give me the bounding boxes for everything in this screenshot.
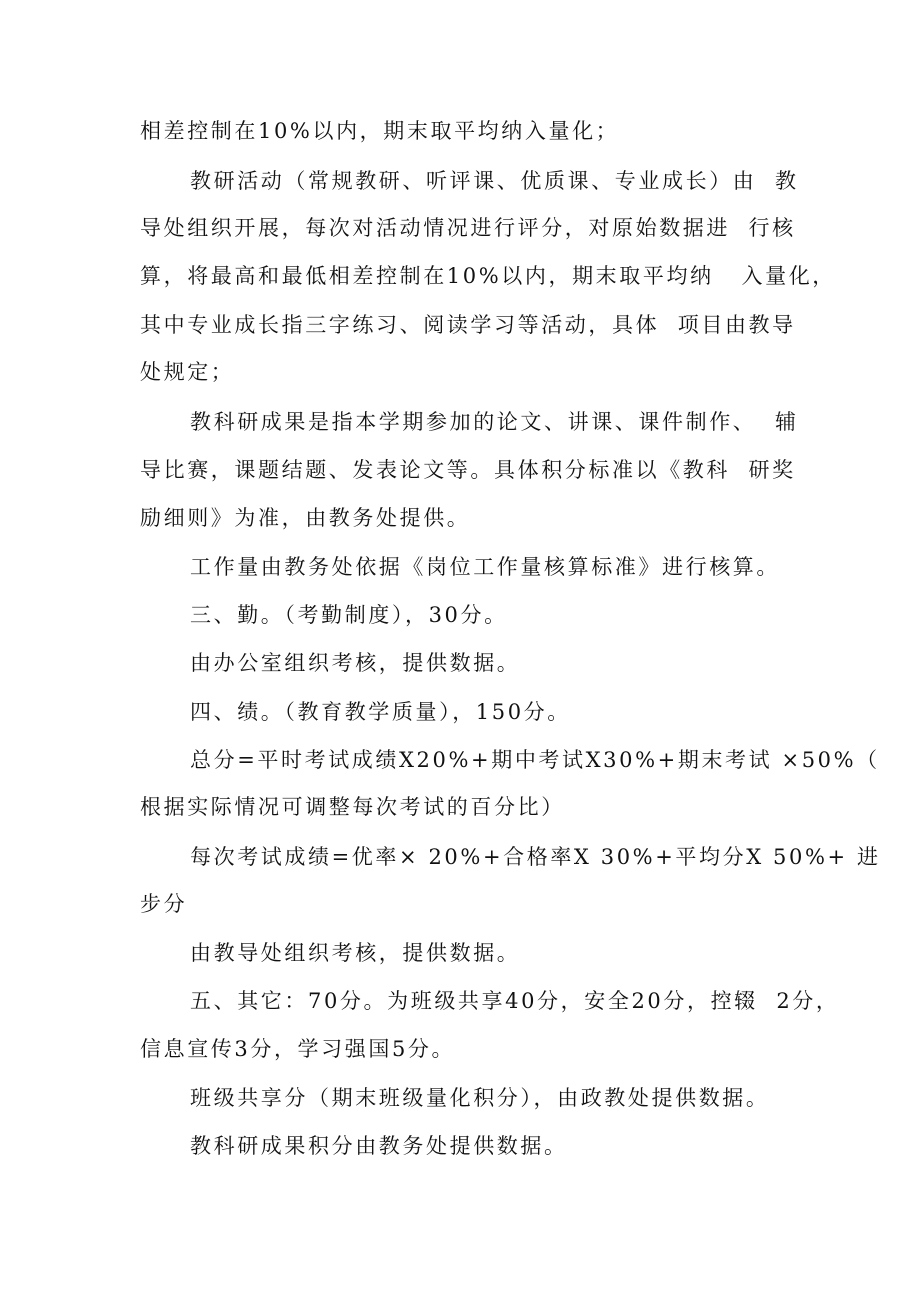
text-line: 根据实际情况可调整每次考试的百分比）: [140, 795, 565, 819]
text-line: 教科研成果是指本学期参加的论文、讲课、课件制作、 辅: [190, 410, 799, 434]
text-line: 四、绩。（教育教学质量），150分。: [190, 700, 571, 724]
text-line: 工作量由教务处依据《岗位工作量核算标准》进行核算。: [190, 555, 780, 579]
text-line: 由办公室组织考核，提供数据。: [190, 651, 521, 675]
text-line: 励细则》为准，由教务处提供。: [140, 506, 471, 530]
text-line: 算，将最高和最低相差控制在10%以内，期末取平均纳 入量化，: [140, 264, 836, 288]
text-line: 五、其它：70分。为班级共享40分，安全20分，控辍 2分，: [190, 989, 840, 1013]
text-line: 步分: [140, 892, 188, 916]
text-line: 导比赛，课题结题、发表论文等。具体积分标准以《教科 研奖: [140, 458, 796, 482]
text-line: 总分=平时考试成绩X20%+期中考试X30%+期末考试 ×50%（: [190, 748, 880, 772]
text-line: 信息宣传3分，学习强国5分。: [140, 1037, 456, 1061]
text-line: 教科研成果积分由教务处提供数据。: [190, 1134, 568, 1158]
text-line: 三、勤。（考勤制度），30分。: [190, 603, 508, 627]
text-line: 处规定；: [140, 360, 235, 384]
text-line: 导处组织开展，每次对活动情况进行评分，对原始数据进 行核: [140, 216, 796, 240]
text-line: 由教导处组织考核，提供数据。: [190, 941, 521, 965]
text-line: 教研活动（常规教研、听评课、优质课、专业成长）由 教: [190, 169, 799, 193]
text-line: 相差控制在10%以内，期末取平均纳入量化；: [140, 119, 620, 143]
text-line: 每次考试成绩=优率× 20%+合格率X 30%+平均分X 50%+ 进: [190, 845, 881, 869]
text-line: 班级共享分（期末班级量化积分），由政教处提供数据。: [190, 1086, 770, 1110]
text-line: 其中专业成长指三字练习、阅读学习等活动，具体 项目由教导: [140, 313, 796, 337]
